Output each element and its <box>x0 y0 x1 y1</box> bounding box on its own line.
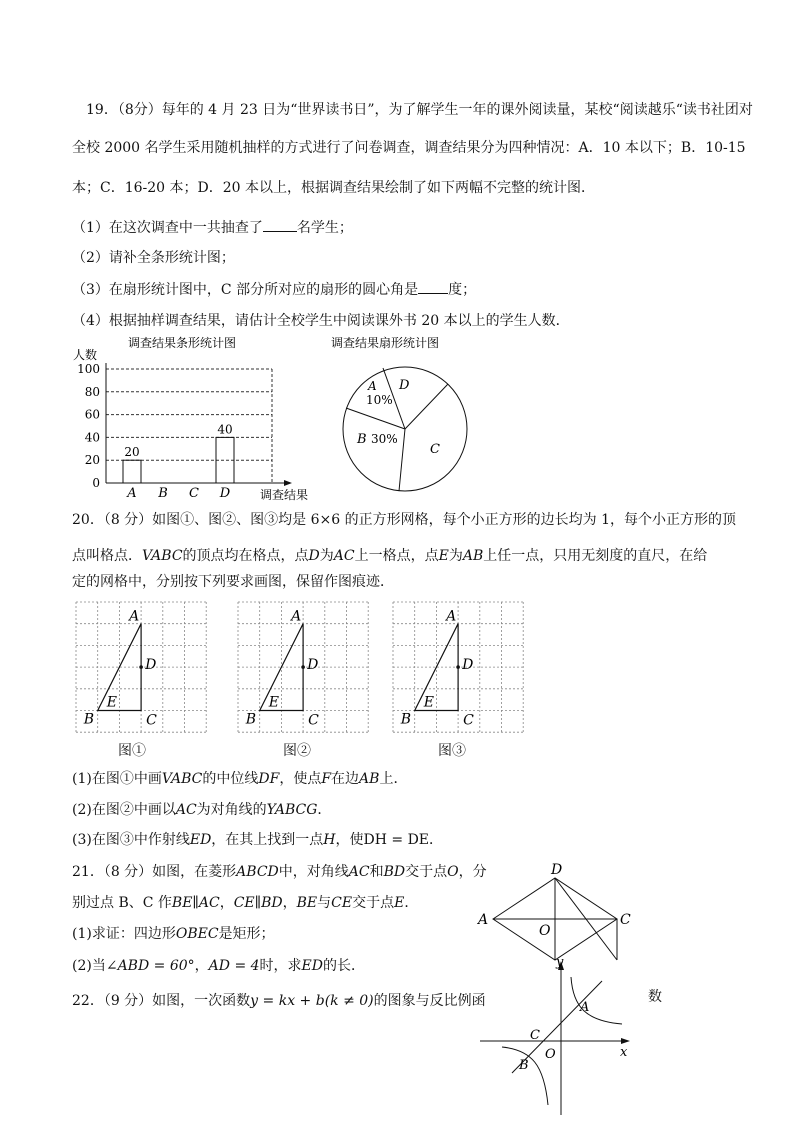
q20-line3: 定的网格中，分别按下列要求画图，保留作图痕迹． <box>72 574 394 590</box>
q20-point-d: D <box>308 548 320 564</box>
caption-fig-2: 图② <box>283 743 311 759</box>
fig-label-x: x <box>620 1045 628 1060</box>
fig-label-c: C <box>530 1028 540 1043</box>
grid-label-e: E <box>268 694 279 711</box>
q20-req1-d: DF <box>258 771 280 787</box>
q19-sub3-text: （3）在扇形统计图中，C 部分所对应的扇形的圆心角是 <box>72 282 419 298</box>
q21-l2h: BD <box>261 895 283 911</box>
fig-label-a: A <box>580 1000 590 1015</box>
q20-req3-f: DH = DE <box>363 832 430 848</box>
pie-label-c: C <box>430 442 440 457</box>
q19-sub1-text: （1）在这次调查中一共抽查了 <box>72 220 263 236</box>
bar-ytick-label: 20 <box>84 453 100 468</box>
q20-req2-d: YABCG <box>266 802 318 818</box>
q20-req2-e: ． <box>317 802 332 818</box>
hyperbola-branch-1 <box>571 977 622 1024</box>
bar-ytick-label: 60 <box>84 407 100 422</box>
bar-category-label: A <box>127 486 137 501</box>
answer-blank-1[interactable] <box>263 217 297 232</box>
grid-figure-1 <box>72 600 206 733</box>
q21-l2e: ， <box>219 895 234 911</box>
fig-label-y: y <box>556 955 564 970</box>
bar-value-label: 20 <box>124 445 140 460</box>
q21-l2j: BE <box>296 895 318 911</box>
q21-l4f: ED <box>301 958 323 974</box>
q22-lc: (k ≠ 0) <box>324 993 374 1009</box>
pie-divider-ba <box>346 408 405 429</box>
q20-req2 <box>72 800 331 820</box>
q20-req3-g: ． <box>429 832 444 848</box>
grid-label-b: B <box>400 711 411 728</box>
q20-seg-ab: AB <box>462 548 484 564</box>
q21-l4g: 的长． <box>322 958 365 974</box>
q20-line2-c: 的顶点均在格点，点 <box>182 548 309 564</box>
grid-label-b: B <box>245 711 256 728</box>
grid-label-c: C <box>146 712 157 729</box>
q21-l1h: O <box>447 864 459 880</box>
caption-fig-1: 图① <box>118 743 146 759</box>
q20-line2-a: 点叫格点． <box>72 548 142 564</box>
q20-req1-f: F <box>321 771 332 787</box>
q21-l2i: ， <box>282 895 297 911</box>
q20-line2-k: 上任一点，只用无刻度的直尺，在给 <box>483 548 708 564</box>
grid-label-a: A <box>291 608 302 625</box>
rhombus-figure <box>474 860 634 960</box>
q21-l2g: ∥ <box>254 895 262 911</box>
q22-line1 <box>72 991 486 1011</box>
q20-line1: 20．（8 分）如图①、图②、图③均是 6×6 的正方形网格，每个小正方形的边长均为 1，每个小正方形的顶 <box>72 512 736 528</box>
point-d <box>456 665 460 669</box>
q21-l4b: ∠ABD = 60° <box>105 958 195 974</box>
q21-l1e: 和 <box>369 864 384 880</box>
q22-ld: 的图象与反比例函 <box>373 993 486 1009</box>
grid-label-d: D <box>145 657 157 674</box>
bar-chart <box>66 333 309 505</box>
q20-line2-g: 上一格点，点 <box>354 548 439 564</box>
q21-line2 <box>72 893 418 913</box>
x-axis-arrow <box>621 1038 630 1044</box>
grid-label-d: D <box>462 657 474 674</box>
q20-req3-a: (3)在图③中作射线 <box>72 832 190 848</box>
q19-sub1 <box>72 217 353 238</box>
bar-value-label: 40 <box>217 422 233 437</box>
q20-req1-e: ，使点 <box>279 771 322 787</box>
grid-figure-2 <box>234 600 368 733</box>
q21-line1 <box>72 862 487 882</box>
rhombus-label-c: C <box>620 912 631 928</box>
bar-ytick-label: 100 <box>77 362 100 376</box>
bar-a <box>123 460 141 483</box>
grid-label-e: E <box>106 694 117 711</box>
pie-chart-title: 调查结果扇形统计图 <box>331 336 440 350</box>
q21-l3b: OBEC <box>175 926 219 942</box>
q22-lb: y = kx + b <box>250 993 325 1009</box>
bar-chart-ylabel: 人数 <box>73 348 98 362</box>
q21-l2l: CE <box>331 895 353 911</box>
answer-blank-3[interactable] <box>418 279 448 294</box>
q20-req1-g: 在边 <box>331 771 360 787</box>
grid-label-e: E <box>423 694 434 711</box>
q21-l2d: AC <box>198 895 220 911</box>
q21-l2f: CE <box>233 895 255 911</box>
q21-l4a: (2)当 <box>72 958 106 974</box>
grid-label-a: A <box>446 608 457 625</box>
q20-req3-e: ，使 <box>335 832 364 848</box>
q19-sub1-tail: 名学生； <box>296 220 353 236</box>
q20-req1-a: (1)在图①中画 <box>72 771 162 787</box>
pie-chart <box>328 333 478 493</box>
pie-percent-b: 30% <box>371 432 398 446</box>
bar-ytick-label: 80 <box>84 384 100 399</box>
q19-line3: 本；C．16-20 本；D．20 本以上，根据调查结果绘制了如下两幅不完整的统计图． <box>72 180 596 196</box>
function-figure <box>474 955 644 1120</box>
q19-sub3 <box>72 279 476 300</box>
point-d <box>301 665 305 669</box>
q19-sub2: （2）请补全条形统计图； <box>72 250 235 266</box>
q21-l1d: AC <box>348 864 370 880</box>
q20-req3-d: H <box>323 832 336 848</box>
q20-req1 <box>72 769 407 789</box>
rhombus-label-d: D <box>551 862 563 878</box>
q20-req3-b: ED <box>189 832 212 848</box>
q21-l2b: BE <box>171 895 193 911</box>
q19-sub4: （4）根据抽样调查结果，请估计全校学生中阅读课外书 20 本以上的学生人数． <box>72 313 570 329</box>
grid-label-c: C <box>308 712 319 729</box>
pie-divider-dc <box>405 384 448 429</box>
q21-l2n: E <box>394 895 405 911</box>
q20-req1-b: VABC <box>161 771 203 787</box>
bar-ytick-label: 0 <box>92 476 100 490</box>
q21-l2m: 交于点 <box>352 895 395 911</box>
rhombus-label-o: O <box>539 923 551 939</box>
q20-line2 <box>72 546 707 566</box>
q21-l2o: ． <box>404 895 419 911</box>
grid-label-c: C <box>463 712 474 729</box>
q21-l4c: ， <box>194 958 209 974</box>
q20-req3 <box>72 830 443 850</box>
q21-l1b: ABCD <box>236 864 279 880</box>
q21-l1g: 交于点 <box>405 864 448 880</box>
q20-req2-a: (2)在图②中画以 <box>72 802 176 818</box>
q20-triangle: VABC <box>142 548 183 564</box>
q21-l4d: AD = 4 <box>208 958 260 974</box>
grid-figure-3 <box>389 600 523 733</box>
q20-req1-c: 的中位线 <box>202 771 259 787</box>
q20-req2-c: 为对角线的 <box>196 802 267 818</box>
rhombus-label-a: A <box>478 912 489 928</box>
q21-l1i: ，分 <box>458 864 487 880</box>
q20-req2-b: AC <box>175 802 197 818</box>
q21-l1a: 21．（8 分）如图，在菱形 <box>72 864 237 880</box>
bar-category-label: B <box>158 486 168 501</box>
bar-ytick-label: 40 <box>84 430 100 445</box>
q21-l1c: 中，对角线 <box>278 864 349 880</box>
q21-l2c: ∥ <box>192 895 199 911</box>
hyperbola-branch-2 <box>502 1047 548 1105</box>
point-d <box>139 665 143 669</box>
q19-line1: 19．（8分）每年的 4 月 23 日为“世界读书日”，为了解学生一年的课外阅读量，某校“阅读越乐“读书社团对 <box>86 102 753 118</box>
pie-label-a: A <box>368 379 377 393</box>
bar-category-label: D <box>219 486 231 501</box>
q20-req3-c: ，在其上找到一点 <box>211 832 324 848</box>
bar-x-axis-arrow <box>284 480 292 486</box>
bar-category-label: C <box>189 486 199 501</box>
q19-line2: 全校 2000 名学生采用随机抽样的方式进行了问卷调查，调查结果分为四种情况：A．10 本以下；B．10-15 <box>72 140 746 156</box>
pie-label-b: B <box>357 432 367 447</box>
q20-point-e: E <box>438 548 449 564</box>
fig-label-o: O <box>545 1047 556 1062</box>
pie-divider-cb <box>399 429 405 491</box>
q20-line2-i: 为 <box>448 548 463 564</box>
fig-label-b: B <box>519 1058 529 1073</box>
q21-l4e: 时，求 <box>259 958 302 974</box>
q21-l1f: BD <box>383 864 406 880</box>
grid-label-b: B <box>83 711 94 728</box>
bar-chart-xlabel: 调查结果 <box>260 488 309 502</box>
q20-req1-h: AB <box>359 771 380 787</box>
q21-l2k: 与 <box>317 895 332 911</box>
pie-label-d: D <box>399 378 410 393</box>
grid-label-a: A <box>129 608 140 625</box>
pie-percent-a: 10% <box>366 393 393 407</box>
q20-req1-i: 上． <box>379 771 408 787</box>
q20-line2-e: 为 <box>319 548 334 564</box>
q22-la: 22．（9 分）如图，一次函数 <box>72 993 251 1009</box>
q21-l3a: (1)求证：四边形 <box>72 926 176 942</box>
grid-label-d: D <box>307 657 319 674</box>
q21-l3c: 是矩形； <box>218 926 275 942</box>
q21-line4 <box>72 956 365 976</box>
q22-tail: 数 <box>648 989 662 1005</box>
bar-chart-title: 调查结果条形统计图 <box>128 336 237 350</box>
q21-l2a: 别过点 B、C 作 <box>72 895 172 911</box>
q20-seg-ac: AC <box>333 548 355 564</box>
q21-line3 <box>72 924 275 944</box>
caption-fig-3: 图③ <box>438 743 466 759</box>
q19-sub3-tail: 度； <box>448 282 477 298</box>
